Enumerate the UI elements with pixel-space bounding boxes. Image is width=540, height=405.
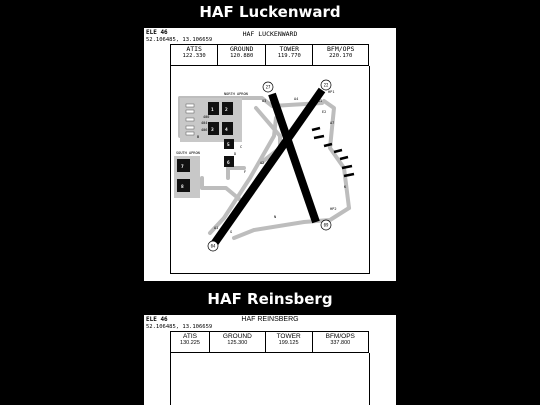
coordinates: 52.106485, 13.106659 [146, 36, 213, 43]
twy-a2: A2 [260, 161, 265, 165]
airport-title-reinsberg: HAF Reinsberg [207, 290, 333, 308]
shelter-2: 2 [225, 108, 228, 113]
twy-d: D [234, 152, 237, 156]
chart-title: HAF REINSBERG [241, 316, 299, 323]
runway-label-04: 04 [210, 243, 216, 249]
freq-bfm-ops: BFM/OPS 337.800 [312, 332, 368, 353]
twy-g: G [230, 230, 233, 234]
building-404: 404 [201, 121, 208, 125]
twy-e2: E2 [322, 110, 327, 114]
shelter-4: 4 [225, 128, 228, 133]
label-north-apron: NORTH APRON [224, 92, 248, 96]
shelter-3: 3 [211, 128, 214, 133]
twy-b: B [197, 135, 200, 139]
shelter-8: 8 [181, 185, 184, 190]
shelter-7: 7 [181, 165, 184, 170]
shelter-5: 5 [227, 143, 230, 148]
frequency-table [170, 331, 369, 353]
freq-atis: ATIS 122.330 [171, 45, 218, 66]
diagram-frame [170, 353, 370, 405]
label-hp1: HP1 [328, 90, 335, 94]
twy-k: K [344, 185, 347, 189]
runway-label-27: 27 [265, 84, 271, 90]
freq-tower: TOWER 119.770 [266, 45, 313, 66]
airport-title-luckenward: HAF Luckenward [199, 3, 341, 21]
runway-label-09: 09 [323, 222, 329, 228]
twy-n: N [274, 215, 277, 219]
airport-chart-reinsberg [144, 315, 396, 405]
label-south-apron: SOUTH APRON [176, 151, 200, 155]
shelter-1: 1 [211, 108, 214, 113]
label-hp2: HP2 [330, 207, 337, 211]
building-406: 406 [201, 128, 208, 132]
elevation: ELE 46 [146, 29, 168, 36]
freq-tower: TOWER 199.125 [265, 332, 312, 353]
twy-a4: A4 [294, 97, 299, 101]
twy-a1: A1 [214, 226, 219, 230]
freq-ground: GROUND 125.300 [209, 332, 265, 353]
runway-label-22: 22 [323, 82, 329, 88]
twy-a6: A6 [308, 105, 313, 109]
airport-chart-luckenward [144, 28, 396, 281]
twy-c: C [240, 145, 243, 149]
twy-a7: A7 [330, 121, 335, 125]
airport-diagram [144, 28, 396, 281]
coordinates: 52.106485, 13.106659 [146, 323, 213, 330]
twy-f: F [244, 170, 247, 174]
freq-ground: GROUND 120.880 [218, 45, 266, 66]
twy-a3: A3 [262, 99, 267, 103]
chart-title: HAF LUCKENWARD [242, 30, 298, 38]
twy-a5: A5 [318, 99, 323, 103]
freq-atis: ATIS 130.225 [171, 332, 210, 353]
elevation: ELE 46 [146, 316, 168, 323]
freq-bfm-ops: BFM/OPS 220.170 [313, 45, 369, 66]
shelter-6: 6 [227, 161, 230, 166]
building-400: 400 [203, 115, 210, 119]
